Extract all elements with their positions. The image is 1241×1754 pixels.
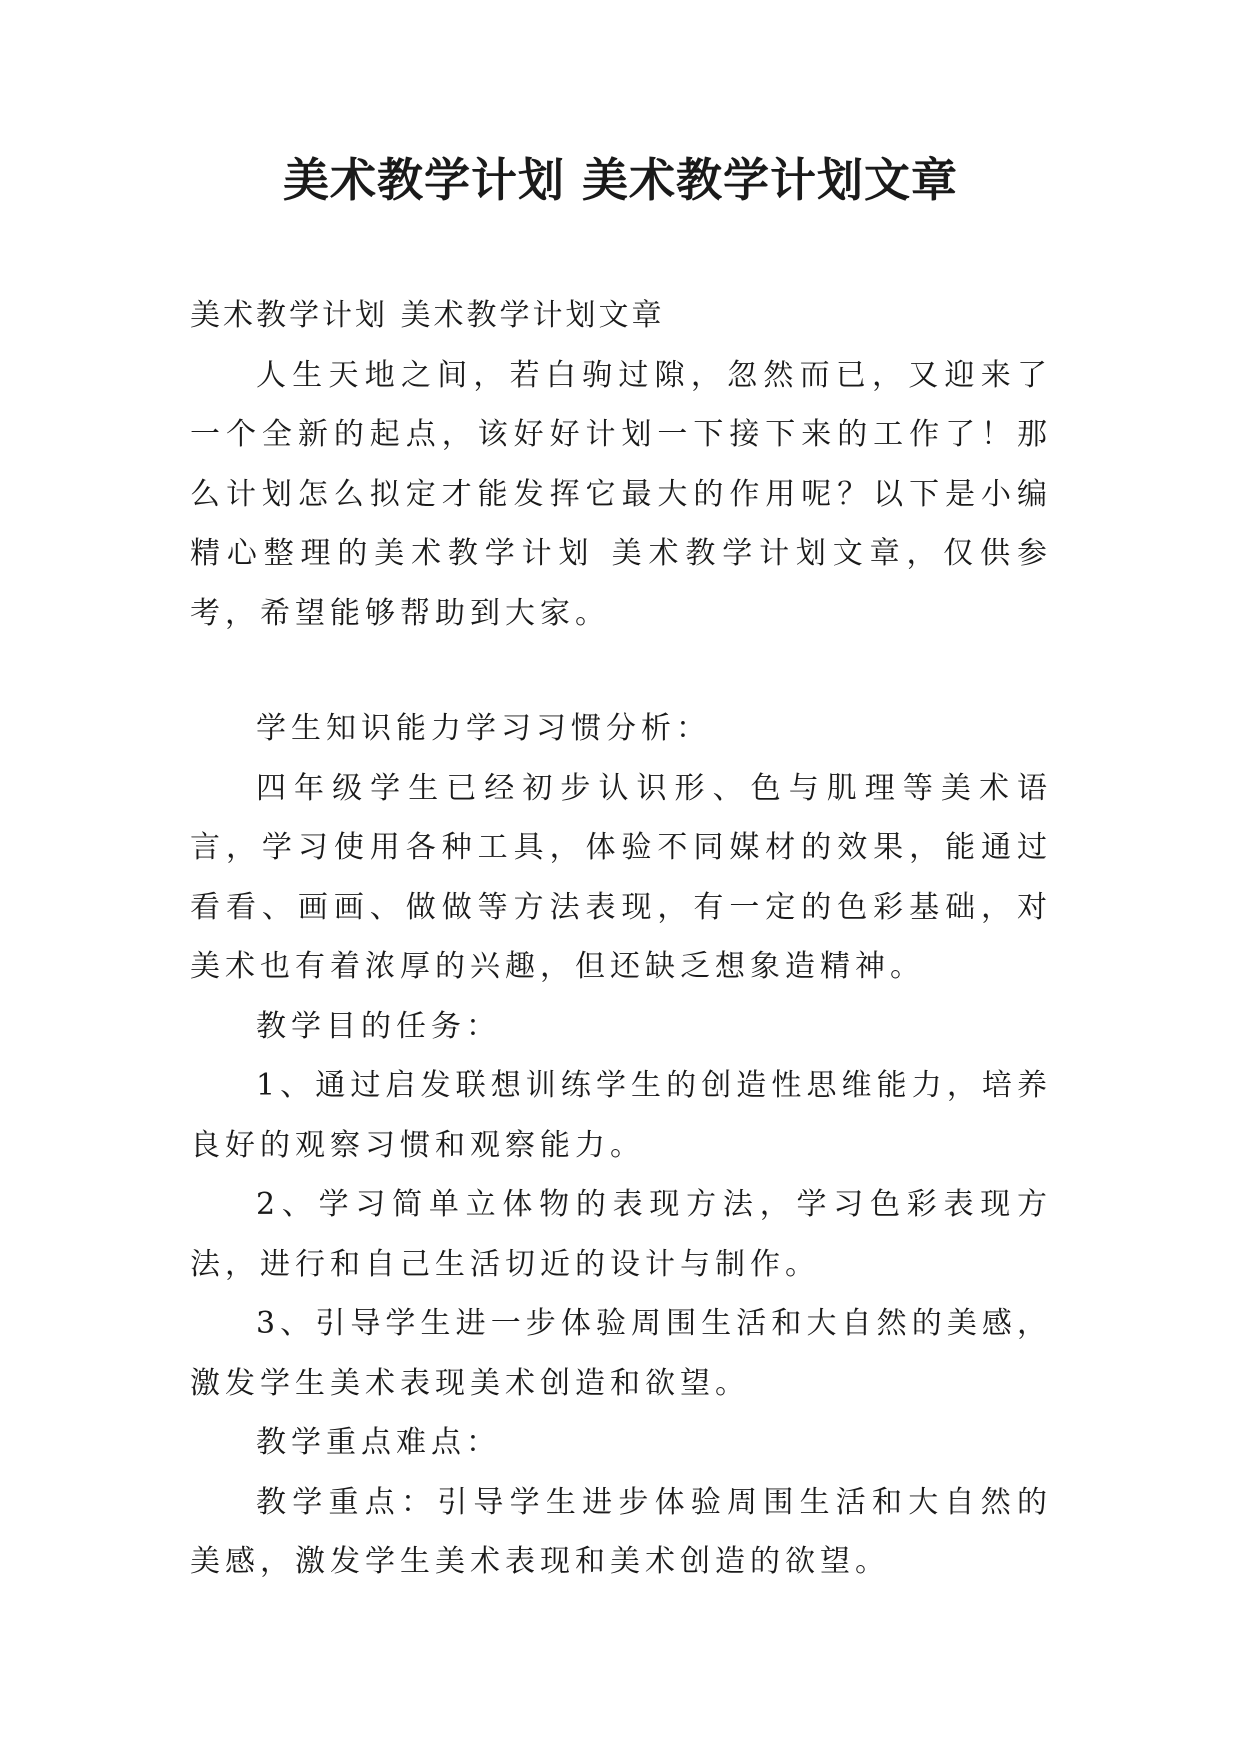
paragraph-spacer: [190, 643, 1052, 699]
goal-item-1: 1、通过启发联想训练学生的创造性思维能力，培养良好的观察习惯和观察能力。: [190, 1068, 1052, 1163]
section-heading-analysis: 学生知识能力学习习惯分析：: [256, 711, 711, 746]
goal-item-2: 2、学习简单立体物的表现方法，学习色彩表现方法，进行和自己生活切近的设计与制作。: [190, 1187, 1052, 1282]
intro-paragraph: 人生天地之间，若白驹过隙，忽然而已，又迎来了一个全新的起点，该好好计划一下接下来的工作了！那么计划怎么拟定才能发挥它最大的作用呢？以下是小编精心整理的美术教学计划 美术教学计划文章，仅供参考，希望能够帮助到大家。: [190, 357, 1052, 631]
section-heading-goals: 教学目的任务：: [256, 1008, 501, 1044]
focus-paragraph: 教学重点：引导学生进步体验周围生活和大自然的美感，激发学生美术表现和美术创造的欲望。: [190, 1484, 1052, 1579]
goal-item-3: 3、引导学生进一步体验周围生活和大自然的美感，激发学生美术表现美术创造和欲望。: [190, 1306, 1052, 1401]
section-heading-focus: 教学重点难点：: [256, 1425, 501, 1460]
document-title: 美术教学计划 美术教学计划文章: [282, 153, 958, 207]
analysis-paragraph: 四年级学生已经初步认识形、色与肌理等美术语言，学习使用各种工具，体验不同媒材的效果，能通过看看、画画、做做等方法表现，有一定的色彩基础，对美术也有着浓厚的兴趣，但还缺乏想象造精神。: [190, 770, 1052, 984]
document-subtitle: 美术教学计划 美术教学计划文章: [190, 298, 665, 333]
document-body: [190, 286, 1052, 1592]
